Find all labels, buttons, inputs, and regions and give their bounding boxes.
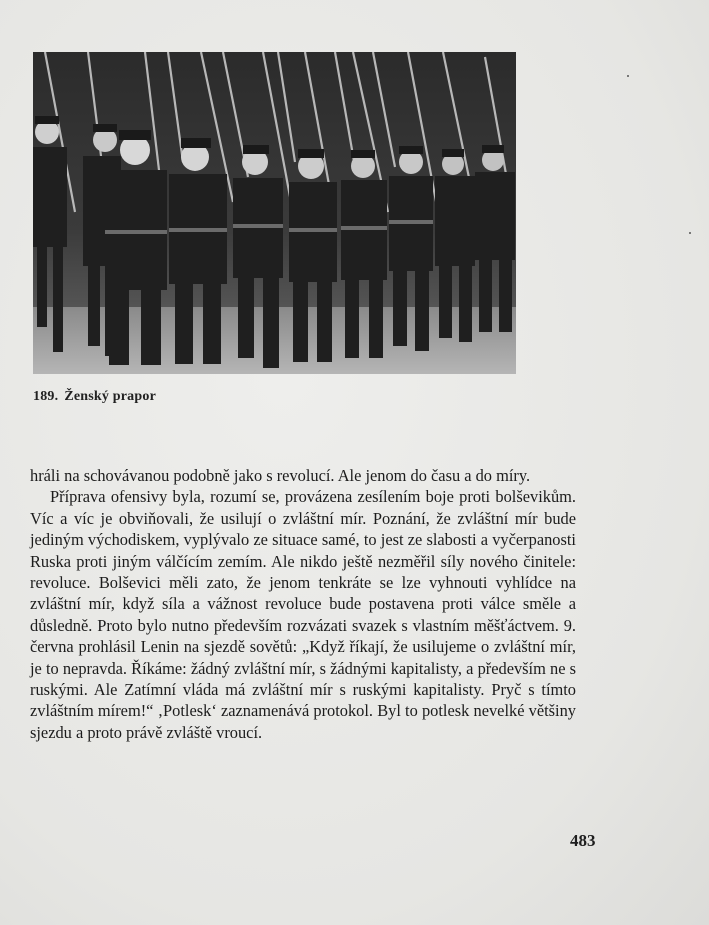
paper-speck [689,232,691,234]
paper-speck [627,75,629,77]
figure-title: Ženský prapor [64,389,156,404]
paragraph: Příprava ofensivy byla, rozumí se, provázena zesílením boje proti bolševikům. Víc a víc je obviňovali, že usilují o zvláštní mír. Poznání, že zvláštní mír bude jediným východiskem, vyplývalo ze situace samé, to jest ze slabosti a vyčerpanosti Ruska proti jiným válčícím zemím. Ale nikdo ještě nezměřil síly nového činitele: revoluce. Bolševici měli zato, že jenom tenkráte se lze vyhnouti vyhlídce na zvláštní mír, když síla a vážnost revoluce bude postavena proti válce směle a důsledně. Proto bylo nutno především rozvázati svazek s vlastním měšťáctvem. 9. června prohlásil Lenin na sjezdě sovětů: „Když říkají, že usilujeme o zvláštní mír, je to nepravda. Říkáme: žádný zvláštní mír, s žádnými kapitalisty, a především ne s ruskými. Ale Zatímní vláda má zvláštní mír s ruskými kapitalisty. Pryč s tímto zvláštním mírem!“ ‚Potlesk‘ zaznamenává protokol. Byl to potlesk nevelké většiny sjezdu a proto právě zvláště vroucí. [30,487,576,742]
photograph-womens-battalion [33,52,516,374]
body-text [30,465,576,743]
photo-illustration [33,52,516,374]
page-number: 483 [570,831,596,850]
figure-number: 189. [33,389,59,404]
figure-caption [33,389,156,405]
paragraph: hráli na schovávanou podobně jako s revolucí. Ale jenom do času a do míry. [30,466,531,485]
